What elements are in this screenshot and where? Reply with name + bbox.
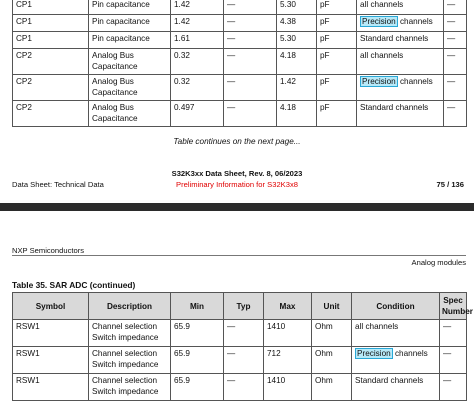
table-cell: — — [224, 0, 277, 15]
column-header: Max — [264, 293, 312, 320]
table-cell: CP1 — [13, 32, 89, 49]
table-cell: pF — [317, 75, 357, 101]
table-cell: 65.9 — [171, 347, 224, 374]
table-cell: 0.497 — [171, 101, 224, 127]
search-highlight: Precision — [357, 349, 391, 358]
table-cell: Ohm — [312, 320, 352, 347]
condition-cell: Standard channels — [357, 101, 444, 127]
table-title: Table 35. SAR ADC (continued) — [12, 280, 136, 290]
condition-cell: Standard channels — [352, 374, 440, 401]
table-cell: 4.18 — [277, 49, 317, 75]
table-header-row — [13, 293, 467, 320]
condition-cell: all channels — [357, 0, 444, 15]
column-header: Condition — [352, 293, 440, 320]
condition-cell: all channels — [352, 320, 440, 347]
continued-note: Table continues on the next page... — [173, 137, 301, 146]
table-cell: — — [444, 15, 467, 32]
table-cell: 1.42 — [171, 0, 224, 15]
condition-cell: all channels — [357, 49, 444, 75]
table-cell: Ohm — [312, 374, 352, 401]
table-cell: CP2 — [13, 75, 89, 101]
table-cell: CP2 — [13, 101, 89, 127]
table-cell: RSW1 — [13, 347, 89, 374]
table-row — [13, 374, 467, 401]
table-cell: — — [444, 75, 467, 101]
table-row — [13, 0, 467, 15]
table-cell: Pin capacitance — [89, 0, 171, 15]
table-cell: Pin capacitance — [89, 32, 171, 49]
table-cell: Ohm — [312, 347, 352, 374]
table-cell: 65.9 — [171, 320, 224, 347]
capacitance-table — [12, 0, 467, 127]
table-row — [13, 101, 467, 127]
table-cell: — — [440, 374, 467, 401]
table-cell: Channel selection Switch impedance — [89, 374, 171, 401]
table-cell: 4.18 — [277, 101, 317, 127]
table-cell: — — [440, 347, 467, 374]
sar-adc-table — [12, 292, 473, 401]
table-row — [13, 320, 467, 347]
table-cell: Channel selection Switch impedance — [89, 320, 171, 347]
condition-cell: Precision channels — [352, 347, 440, 374]
table-cell: 1.61 — [171, 32, 224, 49]
table-cell: — — [444, 49, 467, 75]
table-cell: Channel selection Switch impedance — [89, 347, 171, 374]
search-highlight: Precision — [362, 17, 396, 26]
column-header: Min — [171, 293, 224, 320]
column-header: Symbol — [13, 293, 89, 320]
column-header: Spec Number — [440, 293, 467, 320]
table-cell: Analog Bus Capacitance — [89, 101, 171, 127]
page-separator — [0, 203, 474, 211]
table-row — [13, 15, 467, 32]
search-highlight: Precision — [362, 77, 396, 86]
table-cell: pF — [317, 32, 357, 49]
table-row — [13, 32, 467, 49]
table-cell: — — [444, 0, 467, 15]
table-cell: Analog Bus Capacitance — [89, 49, 171, 75]
condition-cell: Precision channels — [357, 75, 444, 101]
table-cell: — — [444, 32, 467, 49]
table-cell: — — [224, 374, 264, 401]
table-cell: pF — [317, 0, 357, 15]
table-cell: — — [224, 49, 277, 75]
table-cell: Analog Bus Capacitance — [89, 75, 171, 101]
column-header: Typ — [224, 293, 264, 320]
table-cell: — — [444, 101, 467, 127]
table-cell: — — [224, 75, 277, 101]
table-cell: 5.30 — [277, 32, 317, 49]
table-cell: — — [224, 32, 277, 49]
condition-cell: Standard channels — [357, 32, 444, 49]
footer-page-number: 75 / 136 — [436, 180, 464, 189]
table-cell: 4.38 — [277, 15, 317, 32]
table-cell: 1.42 — [171, 15, 224, 32]
header-company: NXP Semiconductors — [12, 246, 85, 255]
table-row — [13, 49, 467, 75]
table-cell: 1410 — [264, 320, 312, 347]
table-cell: CP2 — [13, 49, 89, 75]
table-cell: 65.9 — [171, 374, 224, 401]
table-row — [13, 347, 467, 374]
table-cell: 1410 — [264, 374, 312, 401]
footer-preliminary-note: Preliminary Information for S32K3x8 — [176, 180, 298, 189]
table-cell: 5.30 — [277, 0, 317, 15]
table-cell: CP1 — [13, 15, 89, 32]
table-cell: — — [440, 320, 467, 347]
table-cell: 1.42 — [277, 75, 317, 101]
condition-cell: Precision channels — [357, 15, 444, 32]
table-cell: RSW1 — [13, 320, 89, 347]
table-cell: pF — [317, 101, 357, 127]
header-rule — [12, 255, 466, 256]
table-cell: pF — [317, 15, 357, 32]
table-cell: Pin capacitance — [89, 15, 171, 32]
table-cell: — — [224, 347, 264, 374]
table-cell: pF — [317, 49, 357, 75]
column-header: Unit — [312, 293, 352, 320]
table-cell: 0.32 — [171, 49, 224, 75]
table-cell: 0.32 — [171, 75, 224, 101]
header-section: Analog modules — [411, 258, 466, 267]
footer-doc-type: Data Sheet: Technical Data — [12, 180, 104, 189]
datasheet-title: S32K3xx Data Sheet, Rev. 8, 06/2023 — [171, 169, 303, 178]
table-cell: — — [224, 320, 264, 347]
table-cell: RSW1 — [13, 374, 89, 401]
table-row — [13, 75, 467, 101]
table-cell: — — [224, 15, 277, 32]
table-cell: — — [224, 101, 277, 127]
table-cell: 712 — [264, 347, 312, 374]
column-header: Description — [89, 293, 171, 320]
table-cell: CP1 — [13, 0, 89, 15]
